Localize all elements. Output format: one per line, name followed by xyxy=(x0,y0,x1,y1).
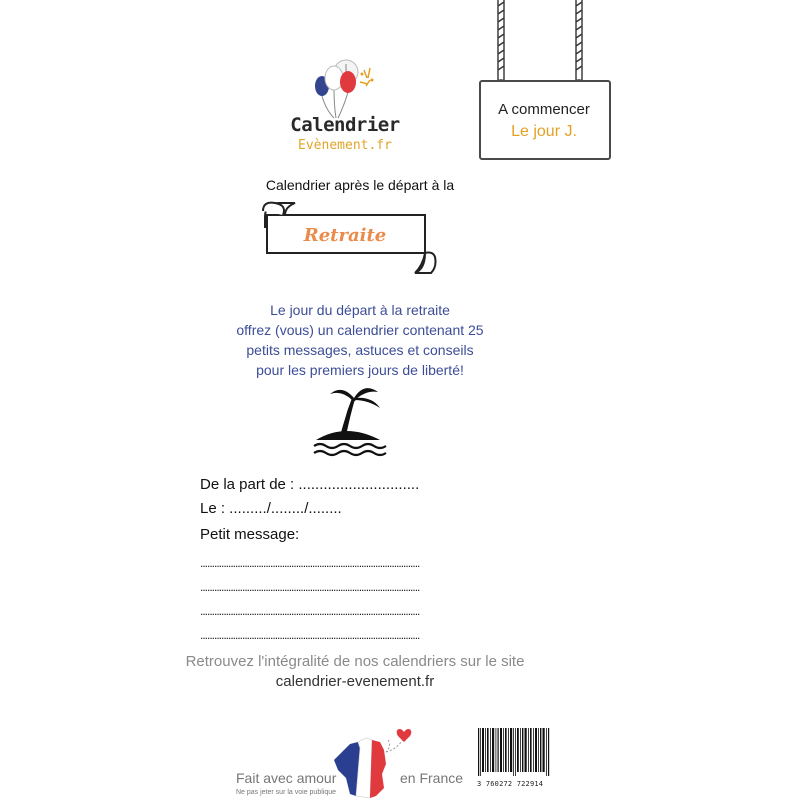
description-line: offrez (vous) un calendrier contenant 25 xyxy=(236,322,484,338)
message-line: .............................................................................................. xyxy=(200,628,420,642)
barcode-icon xyxy=(477,728,551,776)
heart-icon xyxy=(397,729,412,742)
website-link[interactable]: calendrier-evenement.fr xyxy=(275,673,435,690)
made-with-love-text: Fait avec amour xyxy=(236,770,337,786)
message-label: Petit message: xyxy=(200,526,300,543)
message-line: .............................................................................................. xyxy=(200,604,420,618)
description-line: Le jour du départ à la retraite xyxy=(270,302,450,318)
from-field: De la part de : ............................. xyxy=(200,476,420,493)
description-line: petits messages, astuces et conseils xyxy=(246,342,474,358)
sign-line-2: Le jour J. xyxy=(511,123,577,140)
description-line: pour les premiers jours de liberté! xyxy=(256,362,464,378)
no-litter-notice: Ne pas jeter sur la voie publique xyxy=(236,789,337,796)
intro-heading: Calendrier après le départ à la xyxy=(265,177,455,193)
in-france-text: en France xyxy=(400,770,464,786)
message-line: .............................................................................................. xyxy=(200,580,420,594)
france-map-icon xyxy=(328,718,420,800)
sign-line-1: A commencer xyxy=(498,101,590,118)
palm-island-icon xyxy=(308,380,388,462)
barcode-number: 3 760272 722914 xyxy=(477,780,544,788)
logo-subtitle: Evènement.fr xyxy=(298,138,392,153)
ribbon-label: Retraite xyxy=(303,225,387,246)
website-intro: Retrouvez l'intégralité de nos calendriers sur le site xyxy=(185,653,525,670)
date-field: Le : ........./......../........ xyxy=(200,500,342,517)
logo-title: Calendrier xyxy=(290,114,400,136)
message-line: .............................................................................................. xyxy=(200,556,420,570)
sign-board xyxy=(479,80,611,160)
description xyxy=(180,300,540,380)
